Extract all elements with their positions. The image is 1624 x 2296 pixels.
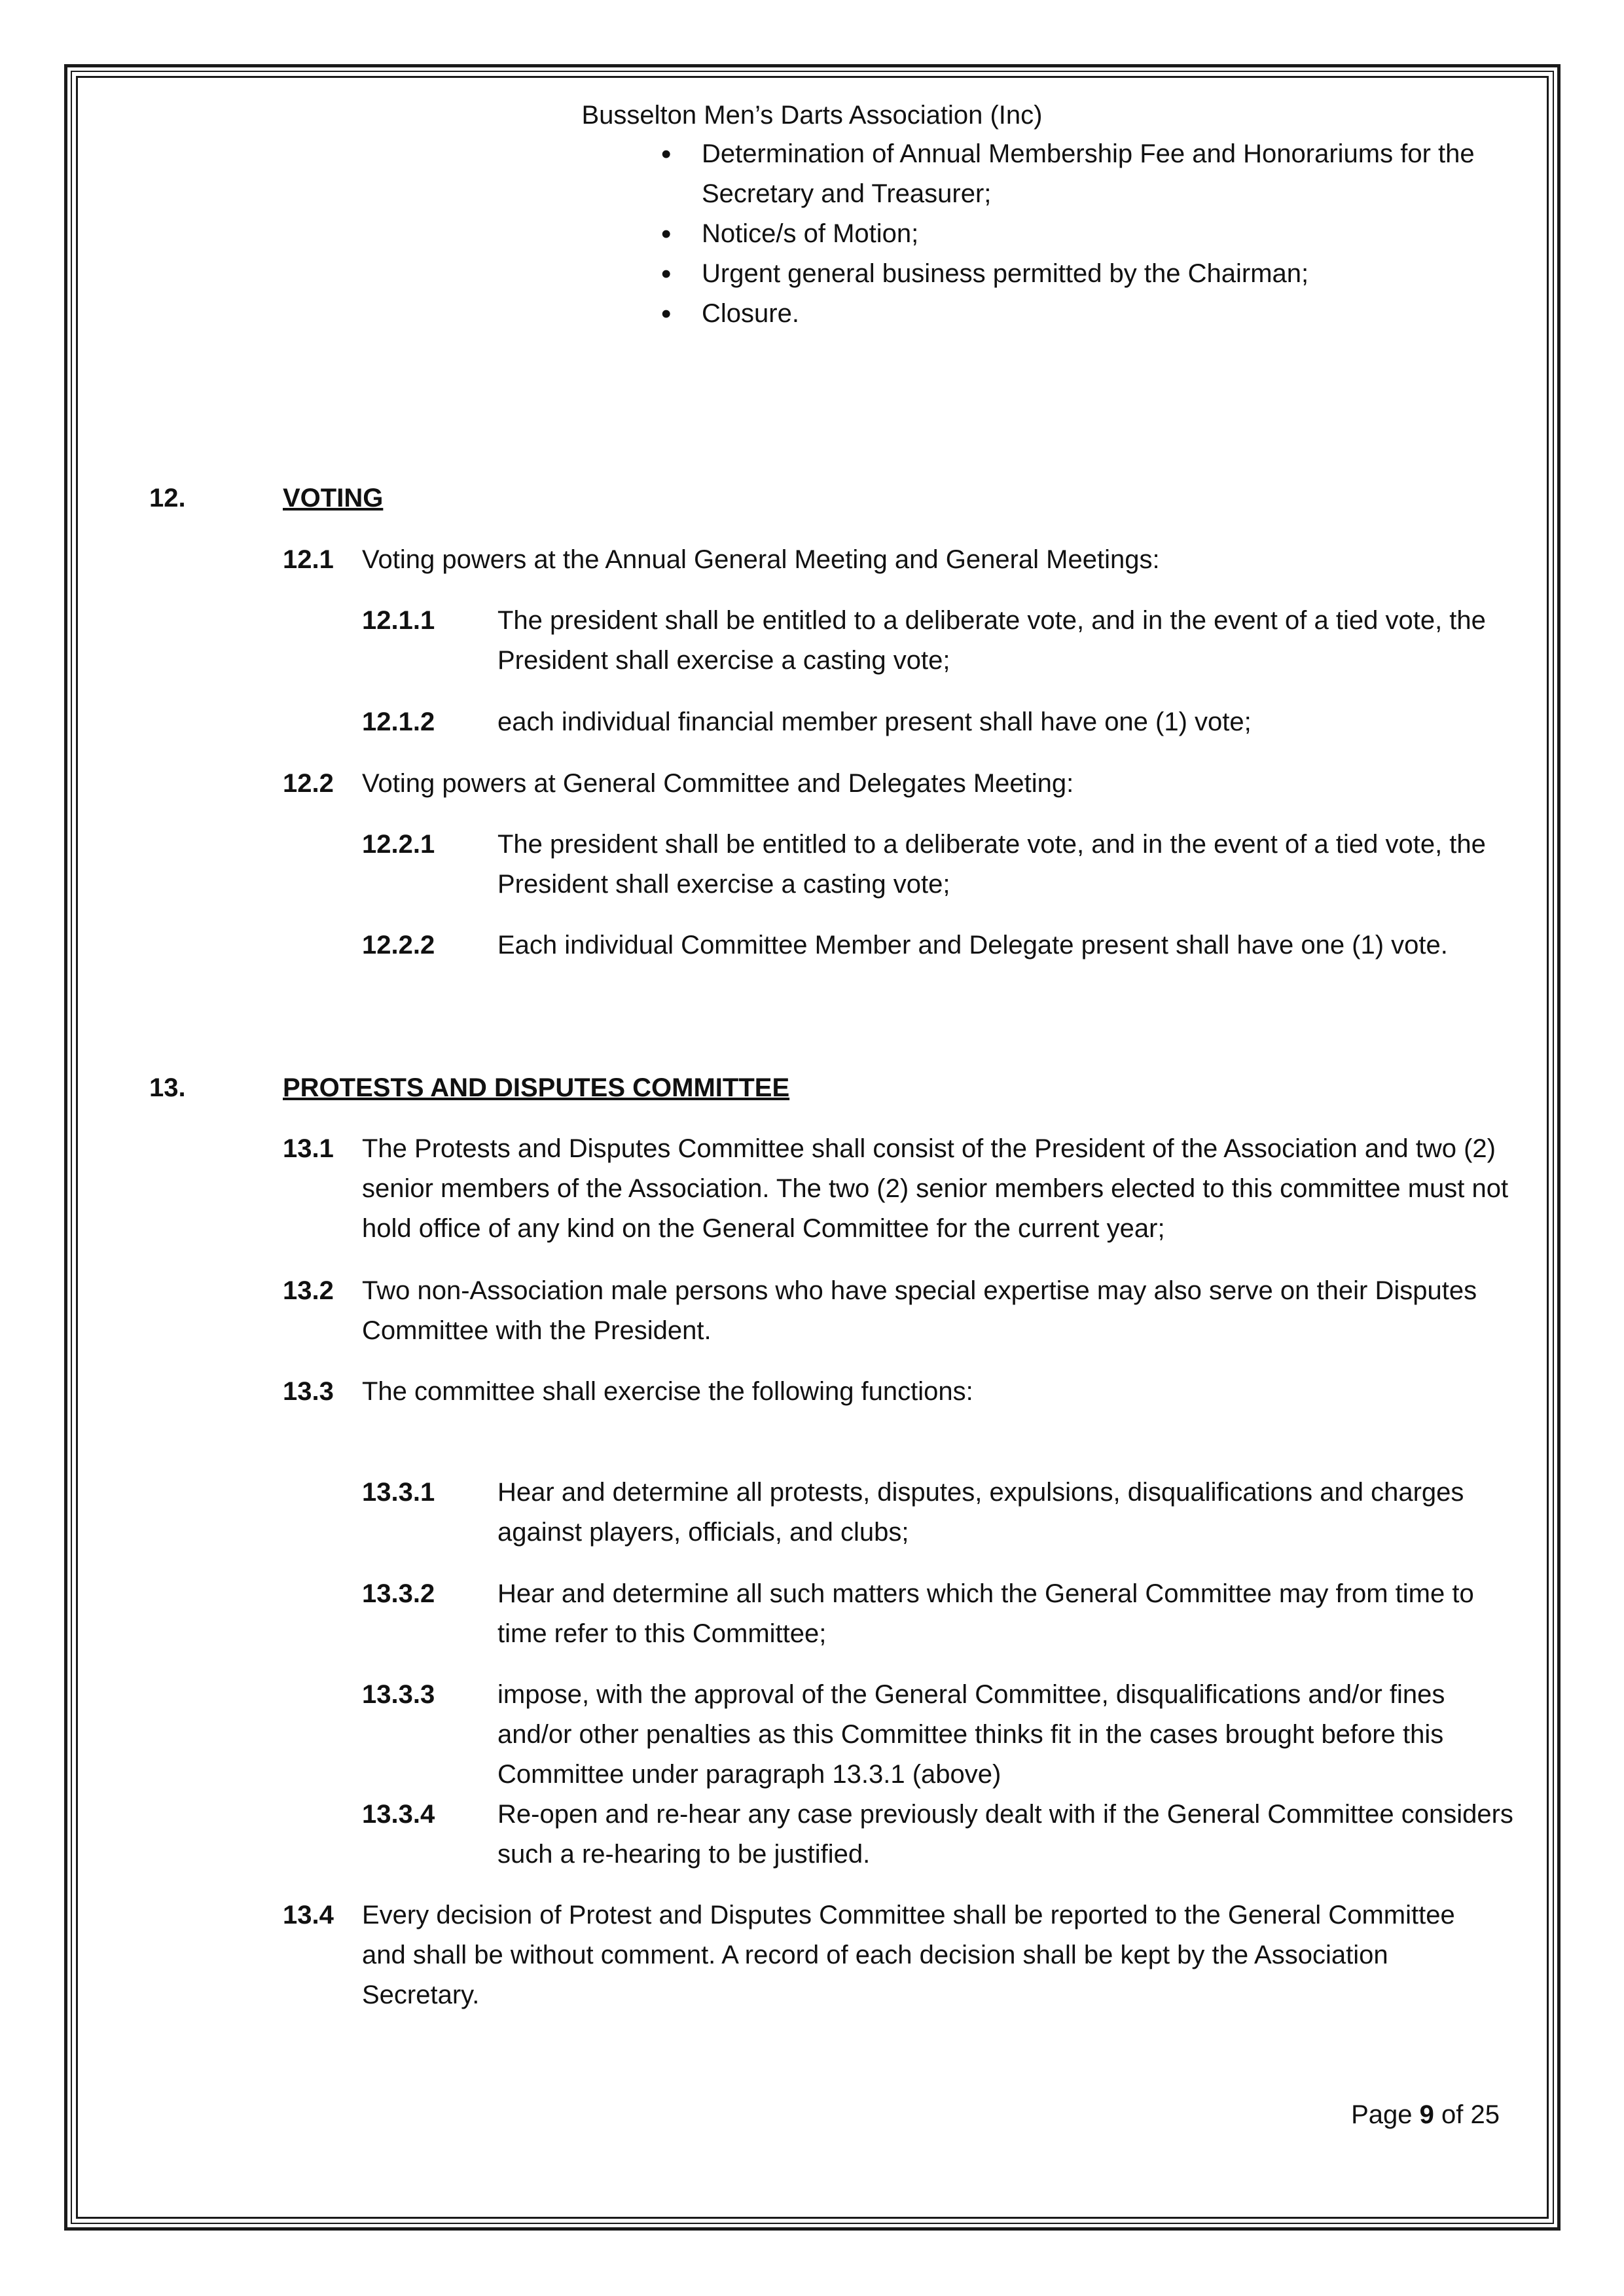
list-item: • Urgent general business permitted by the Chairman; (655, 254, 1506, 294)
clause-12-1-1-text: The president shall be entitled to a deliberate vote, and in the event of a tied vote, the President shall exercise a casting vote; (497, 606, 1486, 675)
clause-12-1-2-number: 12.1.2 (362, 708, 435, 736)
list-item: • Notice/s of Motion; (655, 214, 1506, 254)
list-item: • Closure. (655, 294, 1506, 334)
clause-12-1-number: 12.1 (283, 545, 334, 574)
clause-13-3-3-number: 13.3.3 (362, 1680, 435, 1709)
clause-13-3-number: 13.3 (283, 1377, 334, 1406)
clause-13-4-number: 13.4 (283, 1901, 334, 1929)
section-12-number: 12. (149, 484, 186, 512)
clause-13-3-4-number: 13.3.4 (362, 1800, 435, 1829)
clause-12-1-1-number: 12.1.1 (362, 606, 435, 635)
clause-13-3-4-text: Re-open and re-hear any case previously dealt with if the General Committee considers such a re-hearing to be justified. (497, 1800, 1513, 1869)
clause-12-2-2-number: 12.2.2 (362, 931, 435, 960)
clause-13-1-text: The Protests and Disputes Committee shall consist of the President of the Association and two (2) senior members of the Association. The two (2) senior members elected to this committee must not hold office of any kind on the General Committee for the current year; (362, 1134, 1509, 1243)
list-item: • Determination of Annual Membership Fee and Honorariums for the Secretary and Treasurer; (655, 134, 1506, 214)
page-of-label: of (1441, 2100, 1464, 2129)
page-number (1351, 2095, 1500, 2135)
clause-12-2-1-number: 12.2.1 (362, 830, 435, 859)
clause-12-2-number: 12.2 (283, 769, 334, 798)
clause-13-4-text: Every decision of Protest and Disputes Committee shall be reported to the General Committee and shall be without comment. A record of each decision shall be kept by the Association Secretary. (362, 1901, 1455, 2009)
section-12-title: VOTING (283, 484, 384, 512)
clause-13-3-text: The committee shall exercise the following functions: (362, 1377, 973, 1406)
section-13-title: PROTESTS AND DISPUTES COMMITTEE (283, 1073, 790, 1102)
clause-13-3-2-number: 13.3.2 (362, 1579, 435, 1608)
clause-12-1-text: Voting powers at the Annual General Meeting and General Meetings: (362, 545, 1160, 574)
clause-12-2-text: Voting powers at General Committee and Delegates Meeting: (362, 769, 1074, 798)
clause-13-3-2-text: Hear and determine all such matters which the General Committee may from time to time refer to this Committee; (497, 1579, 1474, 1648)
clause-12-1-2-text: each individual financial member present shall have one (1) vote; (497, 708, 1252, 736)
clause-13-2-number: 13.2 (283, 1276, 334, 1305)
total-pages: 25 (1470, 2100, 1500, 2129)
clause-13-3-1-text: Hear and determine all protests, disputes, expulsions, disqualifications and charges against players, officials, and clubs; (497, 1478, 1464, 1547)
clause-13-3-3-text: impose, with the approval of the General Committee, disqualifications and/or fines and/or other penalties as this Committee thinks fit in the cases brought before this Committee under paragraph 13.3.1 (above) (497, 1680, 1445, 1789)
agenda-bullet-list (655, 134, 1506, 334)
document-header: Busselton Men’s Darts Association (Inc) (581, 101, 1043, 130)
clause-12-2-2-text: Each individual Committee Member and Delegate present shall have one (1) vote. (497, 931, 1448, 960)
clause-13-2-text: Two non-Association male persons who have special expertise may also serve on their Disputes Committee with the President. (362, 1276, 1477, 1345)
clause-13-1-number: 13.1 (283, 1134, 334, 1163)
clause-12-2-1-text: The president shall be entitled to a deliberate vote, and in the event of a tied vote, the President shall exercise a casting vote; (497, 830, 1486, 899)
clause-13-3-1-number: 13.3.1 (362, 1478, 435, 1507)
section-13-number: 13. (149, 1073, 186, 1102)
page-label: Page (1351, 2100, 1413, 2129)
current-page: 9 (1419, 2100, 1434, 2129)
